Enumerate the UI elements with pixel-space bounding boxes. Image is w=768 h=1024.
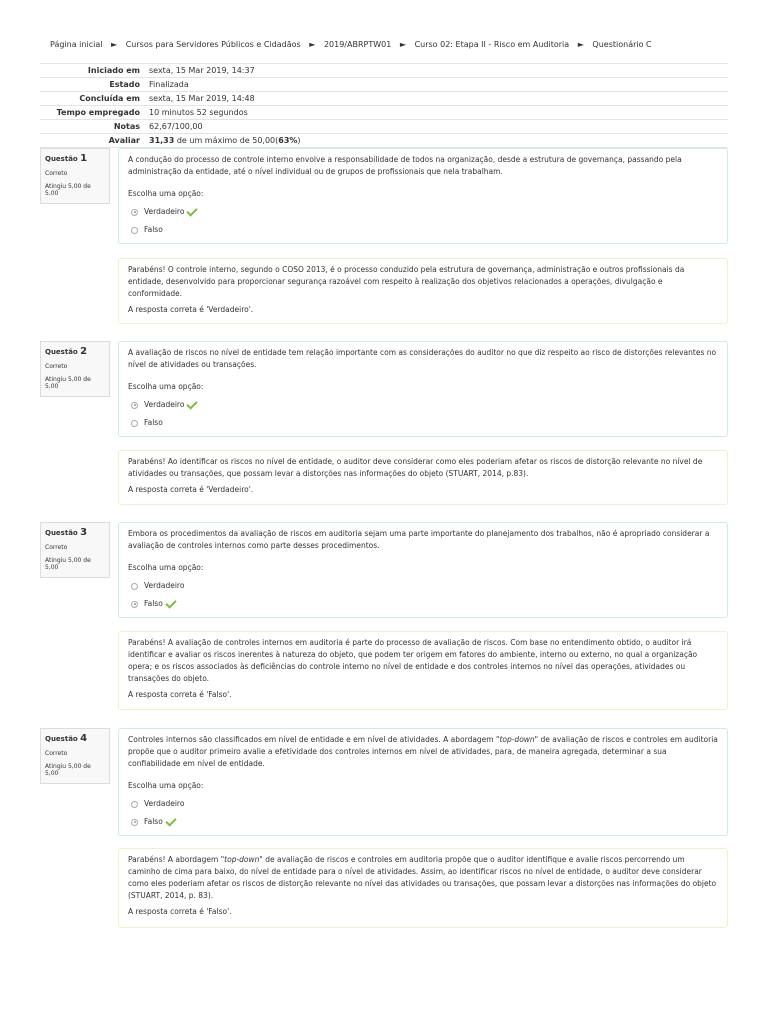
feedback-text: Parabéns! Ao identificar os riscos no nível de entidade, o auditor deve considerar como eles poderiam afetar os riscos de distorção relevante no nível de atividades ou transações, que possam levar a distorções nas informações do objeto (STUART, 2014, p.83).	[128, 457, 703, 478]
summary-label: Avaliar	[108, 136, 140, 145]
question-grade: Atingiu 5,00 de 5,00	[45, 557, 91, 571]
option-label: Verdadeiro	[144, 207, 185, 216]
grade-max: de um máximo de 50,00(	[174, 136, 279, 145]
summary-row-started	[40, 64, 728, 78]
right-answer: A resposta correta é 'Falso'.	[128, 907, 232, 916]
summary-row-marks	[40, 120, 728, 134]
question-number: Questão 4	[45, 733, 88, 744]
choice-prompt: Escolha uma opção:	[128, 781, 204, 790]
question-state: Correto	[45, 363, 68, 370]
right-answer: A resposta correta é 'Verdadeiro'.	[128, 305, 254, 314]
question-info-3	[40, 522, 110, 578]
feedback-text: Parabéns! O controle interno, segundo o COSO 2013, é o processo conduzido pela estrutura de governança, administração e outros profissionais da entidade, desenvolvido para proporcionar segurança razoável com respeito à realização dos objetivos relacionados a operações, divulgação e conformidade.	[128, 265, 685, 298]
correct-check-icon	[187, 205, 198, 216]
option-label: Falso	[144, 599, 163, 608]
option-label: Verdadeiro	[144, 581, 185, 590]
question-feedback-4	[118, 848, 728, 928]
summary-value: 62,67/100,00	[149, 122, 203, 131]
question-text: Embora os procedimentos da avaliação de riscos em auditoria sejam uma parte importante do planejamento dos trabalhos, não é apropriado considerar a avaliação de controles internos como parte desses procedimentos.	[128, 529, 710, 550]
option-true[interactable]	[128, 399, 718, 411]
feedback-text: Parabéns! A avaliação de controles internos em auditoria é parte do processo de avaliação de riscos. Com base no entendimento obtido, o auditor irá identificar e avaliar os riscos inerentes à natureza do objeto, que podem ter origem em fatores do ambiente, interno ou externo, no qual a organização opera; e os riscos associados às deficiências do controle interno no nível de entidade e dos controles internos no nível das operações, atividades ou transações do objeto.	[128, 638, 698, 683]
breadcrumb-separator: ►	[577, 40, 584, 49]
summary-value: 10 minutos 52 segundos	[149, 108, 248, 117]
summary-value: Finalizada	[149, 80, 189, 89]
radio-unselected[interactable]	[131, 227, 138, 234]
choice-prompt: Escolha uma opção:	[128, 563, 204, 572]
question-formulation-4	[118, 728, 728, 836]
summary-row-completed	[40, 92, 728, 106]
breadcrumb	[50, 40, 750, 49]
question-formulation-2	[118, 341, 728, 437]
grade-score: 31,33	[149, 136, 175, 145]
question-grade: Atingiu 5,00 de 5,00	[45, 376, 91, 390]
option-false[interactable]	[128, 598, 718, 610]
question-formulation-3	[118, 522, 728, 618]
question-info-4	[40, 728, 110, 784]
question-info-1	[40, 148, 110, 204]
right-answer: A resposta correta é 'Falso'.	[128, 690, 232, 699]
breadcrumb-courses[interactable]: Cursos para Servidores Públicos e Cidadãos	[125, 40, 301, 49]
breadcrumb-separator: ►	[399, 40, 407, 49]
breadcrumb-course[interactable]: Curso 02: Etapa II - Risco em Auditoria	[414, 40, 570, 49]
attempt-summary-table	[40, 63, 728, 148]
option-label: Falso	[144, 817, 163, 826]
option-false[interactable]	[128, 816, 718, 828]
summary-value	[145, 134, 728, 148]
option-true[interactable]	[128, 798, 718, 810]
question-feedback-3	[118, 631, 728, 710]
question-number: Questão 2	[45, 346, 88, 357]
summary-value: sexta, 15 Mar 2019, 14:37	[149, 66, 255, 75]
right-answer: A resposta correta é 'Verdadeiro'.	[128, 485, 254, 494]
question-grade: Atingiu 5,00 de 5,00	[45, 183, 91, 197]
summary-value: sexta, 15 Mar 2019, 14:48	[149, 94, 255, 103]
summary-label: Estado	[109, 80, 140, 89]
summary-row-time-taken	[40, 106, 728, 120]
question-state: Correto	[45, 750, 68, 757]
breadcrumb-separator: ►	[309, 40, 316, 49]
breadcrumb-quiz[interactable]: Questionário C	[592, 40, 652, 49]
radio-selected[interactable]	[131, 209, 138, 216]
summary-label: Concluída em	[79, 94, 140, 103]
radio-selected[interactable]	[131, 601, 138, 608]
option-label: Falso	[144, 418, 163, 427]
question-feedback-1	[118, 258, 728, 324]
question-number: Questão 1	[45, 153, 88, 164]
question-state: Correto	[45, 170, 68, 177]
option-true[interactable]	[128, 206, 718, 218]
grade-close: )	[297, 136, 301, 145]
correct-check-icon	[187, 398, 198, 409]
radio-selected[interactable]	[131, 819, 138, 826]
question-number: Questão 3	[45, 527, 88, 538]
breadcrumb-home[interactable]: Página inicial	[50, 40, 103, 49]
option-label: Falso	[144, 225, 163, 234]
radio-selected[interactable]	[131, 402, 138, 409]
feedback-text: Parabéns! A abordagem "top-down" de avaliação de riscos e controles em auditoria propõe que o auditor identifique e avalie riscos percorrendo um caminho de cima para baixo, do nível de entidade para o nível de atividades. Assim, ao identificar riscos no nível de entidade, o auditor deve considerar como eles poderiam afetar os riscos de distorção relevante no nível das atividades ou transações, que possam levar a distorções nas informações do objeto (STUART, 2014, p. 83).	[128, 855, 717, 900]
radio-unselected[interactable]	[131, 583, 138, 590]
option-label: Verdadeiro	[144, 400, 185, 409]
question-grade: Atingiu 5,00 de 5,00	[45, 763, 91, 777]
option-false[interactable]	[128, 417, 718, 429]
summary-row-grade	[40, 134, 728, 148]
option-label: Verdadeiro	[144, 799, 185, 808]
question-info-2	[40, 341, 110, 397]
correct-check-icon	[165, 597, 176, 608]
question-feedback-2	[118, 450, 728, 505]
summary-label: Tempo empregado	[56, 108, 140, 117]
question-formulation-1	[118, 148, 728, 244]
breadcrumb-separator: ►	[111, 40, 118, 49]
summary-row-state	[40, 78, 728, 92]
option-false[interactable]	[128, 224, 718, 236]
question-text: A avaliação de riscos no nível de entidade tem relação importante com as considerações do auditor no que diz respeito ao risco de distorções relevantes no nível de atividades ou transações.	[128, 348, 717, 369]
summary-label: Notas	[113, 122, 140, 131]
choice-prompt: Escolha uma opção:	[128, 382, 204, 391]
radio-unselected[interactable]	[131, 801, 138, 808]
breadcrumb-class[interactable]: 2019/ABRPTW01	[323, 40, 392, 49]
option-true[interactable]	[128, 580, 718, 592]
correct-check-icon	[165, 815, 176, 826]
choice-prompt: Escolha uma opção:	[128, 189, 204, 198]
question-text: A condução do processo de controle interno envolve a responsabilidade de todos na organização, desde a estrutura de governança, passando pela administração da entidade, até o nível individual ou de grupos de profissionais que nela trabalham.	[128, 155, 682, 176]
grade-percent: 63%	[278, 136, 298, 145]
summary-label: Iniciado em	[87, 66, 140, 75]
question-state: Correto	[45, 544, 68, 551]
radio-unselected[interactable]	[131, 420, 138, 427]
question-text: Controles internos são classificados em nível de entidade e em nível de atividades. A abordagem "top-down" de avaliação de riscos e controles em auditoria propõe que o auditor primeiro avalie a efetividade dos controles internos em nível de atividades, para, de maneira agregada, determinar a sua confiabilidade em nível de entidade.	[128, 735, 718, 768]
